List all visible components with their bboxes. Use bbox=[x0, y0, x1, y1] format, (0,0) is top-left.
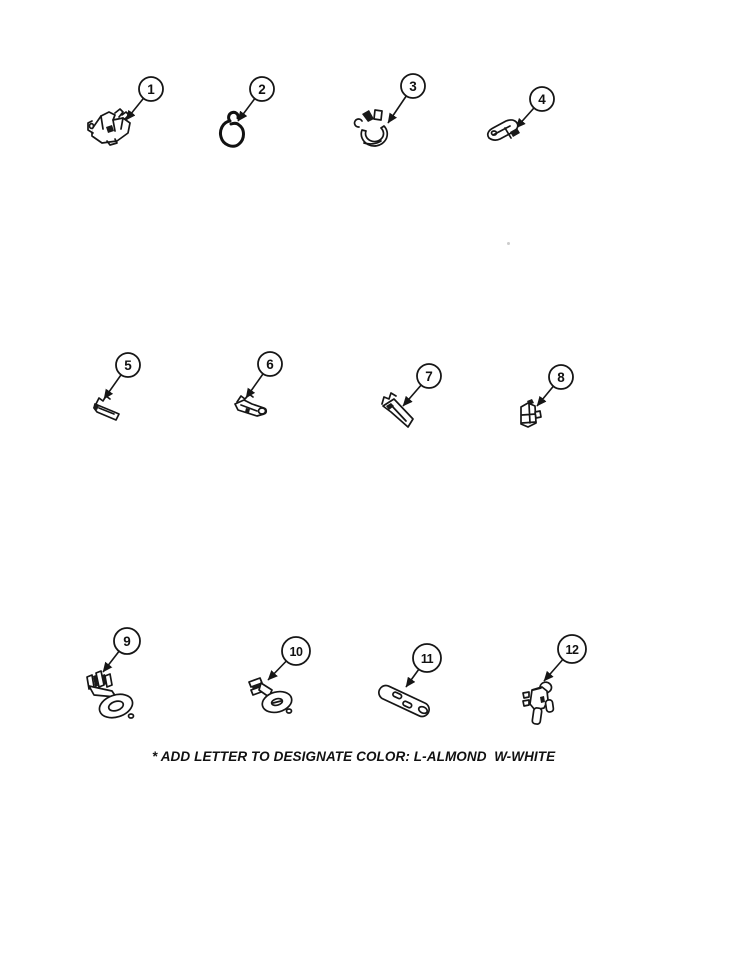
part-7-callout-number: 7 bbox=[425, 369, 433, 384]
scan-artifact-dot bbox=[507, 242, 510, 245]
part-6-illustration bbox=[235, 394, 266, 416]
part-12-illustration bbox=[523, 682, 554, 724]
part-5-callout-number: 5 bbox=[124, 358, 132, 373]
part-group-8 bbox=[521, 365, 573, 427]
part-group-6 bbox=[235, 352, 282, 416]
part-8-illustration bbox=[521, 399, 541, 427]
part-4-illustration bbox=[488, 120, 520, 140]
part-1-illustration bbox=[88, 109, 130, 145]
part-group-4 bbox=[488, 87, 554, 140]
part-2-callout-number: 2 bbox=[258, 82, 266, 97]
part-4-callout-number: 4 bbox=[538, 92, 546, 107]
part-11-illustration bbox=[377, 683, 432, 719]
part-9-illustration bbox=[87, 671, 136, 722]
part-6-callout-number: 6 bbox=[266, 357, 274, 372]
part-5-illustration bbox=[93, 396, 119, 420]
part-10-callout-number: 10 bbox=[289, 645, 303, 659]
part-9-callout-number: 9 bbox=[123, 634, 131, 649]
part-group-9 bbox=[87, 628, 140, 722]
part-group-12 bbox=[523, 635, 586, 724]
part-10-illustration bbox=[249, 678, 294, 716]
part-group-3 bbox=[355, 74, 425, 146]
part-7-illustration bbox=[382, 393, 413, 427]
part-group-5 bbox=[93, 353, 140, 420]
part-11-callout-number: 11 bbox=[420, 652, 434, 666]
color-designation-footnote: * ADD LETTER TO DESIGNATE COLOR: L-ALMOND W-WHITE bbox=[152, 749, 556, 764]
part-group-11 bbox=[377, 644, 441, 719]
part-group-7 bbox=[382, 364, 441, 427]
part-12-callout-number: 12 bbox=[565, 643, 579, 657]
part-group-2 bbox=[220, 77, 274, 146]
part-group-1 bbox=[88, 77, 163, 145]
part-group-10 bbox=[249, 637, 310, 716]
part-3-callout-number: 3 bbox=[409, 79, 417, 94]
part-1-callout-number: 1 bbox=[147, 82, 155, 97]
part-3-illustration bbox=[355, 110, 388, 146]
part-8-callout-number: 8 bbox=[557, 370, 565, 385]
